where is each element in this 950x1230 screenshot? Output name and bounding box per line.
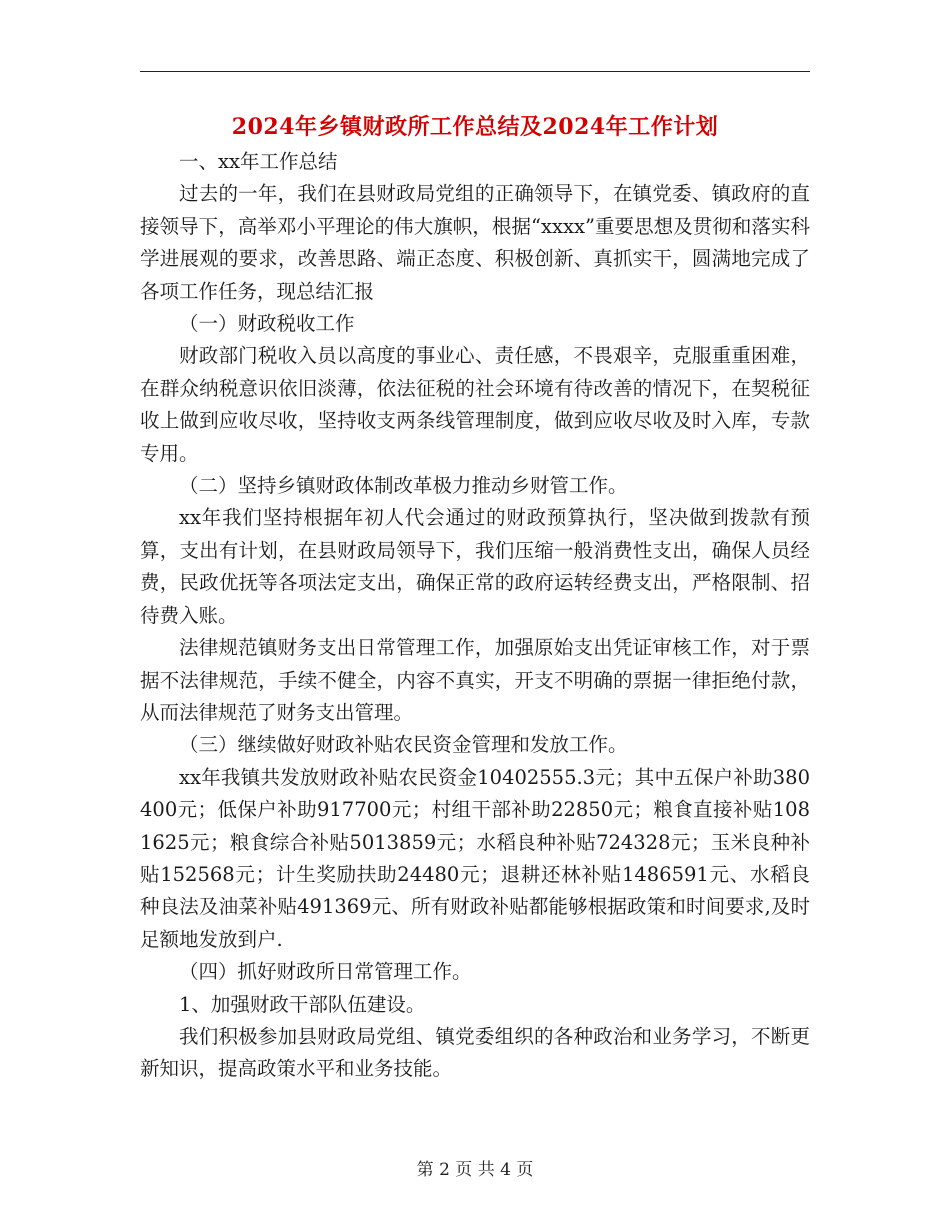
subheading-tax-work: （一）财政税收工作	[179, 312, 355, 336]
document-title: 2024年乡镇财政所工作总结及2024年工作计划	[231, 114, 719, 140]
paragraph-expense-management: 法律规范镇财务支出日常管理工作，加强原始支出凭证审核工作，对于票据不法律规范，手续不健全，内容不真实，开支不明确的票据一律拒绝付款，从而法律规范了财务支出管理。	[140, 636, 810, 724]
list-item-team-building: 1、加强财政干部队伍建设。	[179, 992, 426, 1016]
page-footer: 第 2 页 共 4 页	[416, 1160, 534, 1180]
paragraph-subsidies: xx年我镇共发放财政补贴农民资金10402555.3元；其中五保户补助380400元；低保户补助917700元；村组干部补助22850元；粮食直接补贴1081625元；粮食综合补贴5013859元；水稻良种补贴724328元；玉米良种补贴152568元；计生奖励扶助24480元；退耕还林补贴1486591元、水稻良种良法及油菜补贴491369元、所有财政补贴都能够根据政策和时间要求,及时足额地发放到户.	[140, 765, 810, 951]
paragraph-study: 我们积极参加县财政局党组、镇党委组织的各种政治和业务学习，不断更新知识，提高政策水平和业务技能。	[140, 1024, 810, 1081]
section-heading-1: 一、xx年工作总结	[179, 150, 338, 173]
paragraph-intro: 过去的一年，我们在县财政局党组的正确领导下，在镇党委、镇政府的直接领导下，高举邓小平理论的伟大旗帜，根据“xxxx”重要思想及贯彻和落实科学进展观的要求，改善思路、端正态度、积极创新、真抓实干，圆满地完成了各项工作任务，现总结汇报	[140, 182, 810, 303]
document-body	[140, 146, 810, 1086]
paragraph-budget: xx年我们坚持根据年初人代会通过的财政预算执行，坚决做到拨款有预算，支出有计划，在县财政局领导下，我们压缩一般消费性支出，确保人员经费，民政优抚等各项法定支出，确保正常的政府运转经费支出，严格限制、招待费入账。	[140, 506, 810, 627]
paragraph-tax-work: 财政部门税收入员以高度的事业心、责任感，不畏艰辛，克服重重困难，在群众纳税意识依旧淡薄，依法征税的社会环境有待改善的情况下，在契税征收上做到应收尽收，坚持收支两条线管理制度，做到应收尽收及时入库，专款专用。	[140, 344, 810, 465]
subheading-reform: （二）坚持乡镇财政体制改革极力推动乡财管工作。	[179, 474, 628, 498]
subheading-subsidies: （三）继续做好财政补贴农民资金管理和发放工作。	[179, 733, 628, 757]
header-rule	[140, 71, 810, 72]
subheading-daily-management: （四）抓好财政所日常管理工作。	[179, 960, 472, 984]
